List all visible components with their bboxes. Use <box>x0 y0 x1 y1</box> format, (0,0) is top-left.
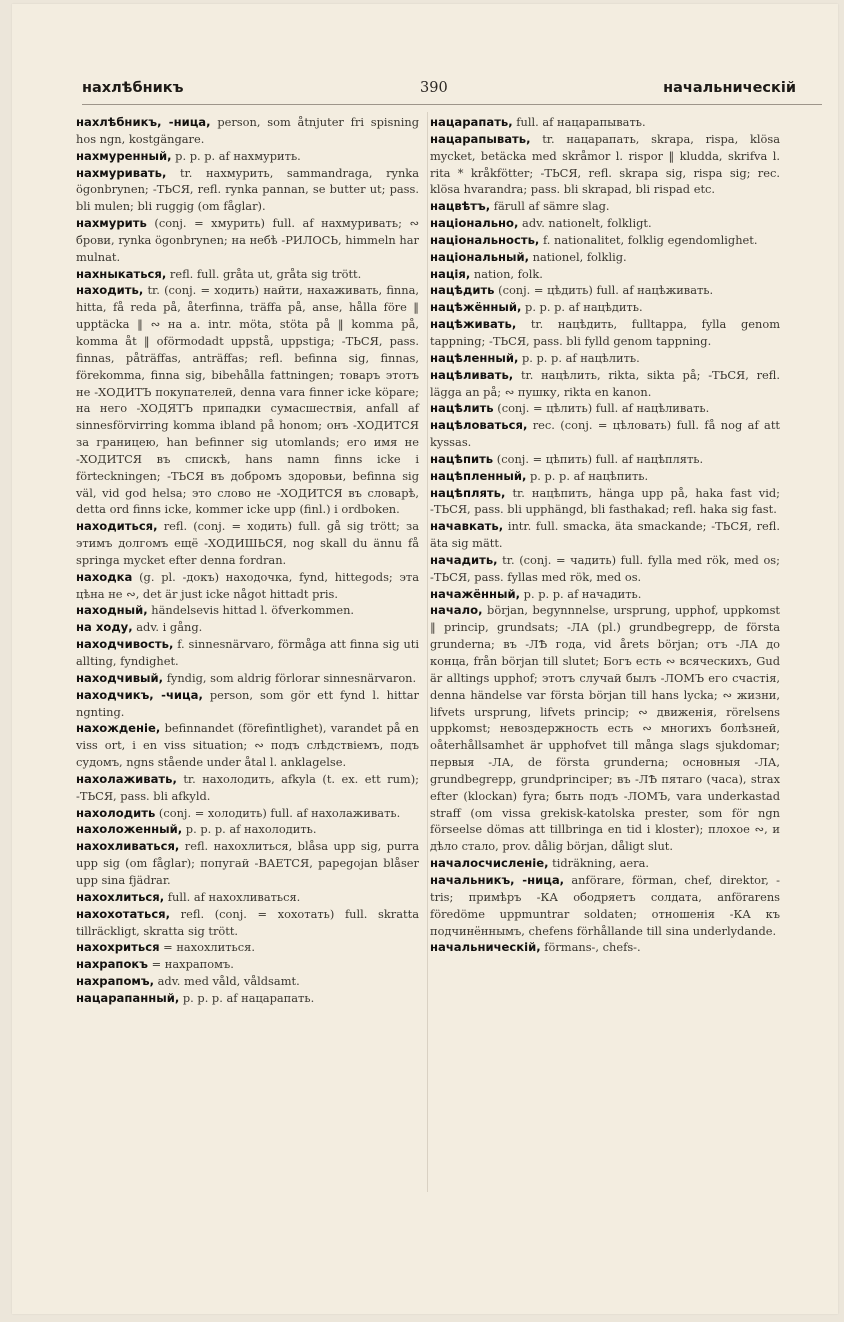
entry-definition: refl. (conj. = ходить) full. gå sig trött; за этимъ долгомъ ещё -ХОДИШЬСЯ, nog skall du ännu få springa mycket efter denna fordran. <box>76 519 419 567</box>
entry-headword: начальническій, <box>430 940 541 955</box>
entry-definition: = нахрапомъ. <box>148 957 234 972</box>
entry-definition: förmans-, chefs-. <box>540 940 641 955</box>
dictionary-entry <box>430 518 780 552</box>
entry-definition: tr. нацѣдить, fulltappa, fylla genom tappning; -ТЬСЯ, pass. bli fylld genom tappning. <box>430 317 780 348</box>
entry-headword: національный, <box>430 249 530 264</box>
dictionary-entry <box>430 299 780 316</box>
entry-headword: находить, <box>76 283 144 298</box>
entry-headword: нацѣдить <box>430 283 495 298</box>
entry-definition: tr. нацѣлить, rikta, sikta på; -ТЬСЯ, refl. lägga an på; ∾ пушку, rikta en kanon. <box>430 367 780 399</box>
dictionary-entry <box>76 990 419 1007</box>
entry-headword: начадить, <box>430 552 498 567</box>
entry-definition: intr. full. smacka, äta smackande; -ТЬСЯ, refl. äta sig mätt. <box>430 519 780 551</box>
entry-definition: befinnandet (förefintlighet), varandet på en viss ort, i en viss situation; ∾ подъ слѣдствіемъ, подъ судомъ, ngns stående under åtal l. anklagelse. <box>76 721 419 770</box>
entry-definition: (conj. = цѣлить) full. af нацѣливать. <box>493 401 710 416</box>
entry-headword: находчикъ, -чица, <box>76 687 203 702</box>
page-number: 390 <box>420 80 448 96</box>
entry-headword: національность, <box>430 232 540 247</box>
dictionary-entry <box>430 350 780 367</box>
dictionary-entry <box>76 906 419 940</box>
entry-headword: нацвѣтъ, <box>430 199 491 214</box>
dictionary-entry <box>76 619 419 636</box>
entry-headword: находчивый, <box>76 670 164 685</box>
entry-headword: нацѣливать, <box>430 367 514 382</box>
entry-definition: händelsevis hittad l. öfverkommen. <box>147 603 355 618</box>
dictionary-entry <box>76 687 419 721</box>
entry-headword: начажённый, <box>430 586 521 601</box>
dictionary-entry <box>76 282 419 518</box>
entry-definition: p. p. p. af начадить. <box>520 586 642 601</box>
entry-headword: нахрапомъ, <box>76 974 155 989</box>
entry-definition: p. p. p. af нацѣлить. <box>518 350 640 365</box>
entry-headword: нацарапанный, <box>76 990 180 1005</box>
entry-headword: нацарапать, <box>430 115 513 129</box>
entry-definition: (conj. = цѣдить) full. af нацѣживать. <box>494 283 714 298</box>
entry-headword: нація, <box>430 266 471 281</box>
dictionary-entry <box>76 805 419 822</box>
entry-definition: tidräkning, aera. <box>548 856 650 871</box>
dictionary-entry <box>430 855 780 872</box>
dictionary-entry <box>76 956 419 973</box>
dictionary-entry <box>430 114 780 131</box>
entry-definition: (conj. = холодить) full. af нахолаживать. <box>155 805 401 820</box>
entry-headword: нахохлиться, <box>76 889 165 904</box>
entry-definition: p. p. p. af нахолодить. <box>182 822 317 837</box>
entry-headword: нахохриться <box>76 940 160 955</box>
dictionary-entry <box>76 821 419 838</box>
dictionary-entry <box>430 602 780 855</box>
dictionary-entry <box>76 569 419 603</box>
entry-headword: нацѣплять, <box>430 485 506 500</box>
entry-definition: tr. нацѣпить, hänga upp på, haka fast vid; -ТЬСЯ, pass. bli upphängd, bli fasthakad; refl. haka sig fast. <box>430 485 780 517</box>
entry-headword: нахолаживать, <box>76 771 177 786</box>
dictionary-entry <box>430 400 780 417</box>
dictionary-entry <box>430 939 780 956</box>
dictionary-entry <box>76 889 419 906</box>
entry-headword: національно, <box>430 216 519 231</box>
entry-definition: refl. full. gråta ut, gråta sig trött. <box>166 266 362 281</box>
dictionary-entry <box>430 316 780 350</box>
entry-headword: находчивость, <box>76 637 174 652</box>
entry-headword: нахмурить <box>76 216 147 231</box>
dictionary-entry <box>430 266 780 283</box>
dictionary-entry <box>430 198 780 215</box>
dictionary-entry <box>430 215 780 232</box>
entry-definition: nation, folk. <box>470 266 543 281</box>
entry-headword: нацѣживать, <box>430 317 517 332</box>
dictionary-entry <box>76 670 419 687</box>
entry-headword: нацѣленный, <box>430 350 519 365</box>
entry-definition: person, som gör ett fynd l. hittar ngnting. <box>76 687 419 719</box>
dictionary-entry <box>430 586 780 603</box>
entry-definition: färull af sämre slag. <box>490 199 610 214</box>
dictionary-entry <box>76 771 419 805</box>
entry-definition: tr. нацарапать, skrapa, rispa, klösa mycket, betäcka med skråmor l. rispor ‖ kludda, skrifva l. rita * kråkfötter; -ТЬСЯ, refl. skrapa sig, rispa sig; rec. klösa hvarandra; pass. bli skrapad, bli rispad etc. <box>430 131 780 197</box>
header-left-guide-word: нахлѣбникъ <box>82 80 184 96</box>
dictionary-entry <box>430 872 780 939</box>
dictionary-entry <box>76 518 419 569</box>
dictionary-entry <box>430 552 780 586</box>
entry-headword: нахмуренный, <box>76 148 172 163</box>
entry-headword: начавкать, <box>430 519 504 534</box>
entry-headword: нацѣлить <box>430 401 494 416</box>
entry-definition: (g. pl. -докъ) находочка, fynd, hittegods; эта цѣна не ∾, det är just icke något hittadt pris. <box>76 569 419 601</box>
entry-definition: tr. нахмурить, sammandraga, rynka ögonbrynen; -ТЬСЯ, refl. rynka pannan, se butter ut; pass. bli mulen; bli ruggig (om fåglar). <box>76 165 419 214</box>
header-rule <box>82 104 822 105</box>
entry-definition: refl. (conj. = хохотать) full. skratta tillräckligt, skratta sig trött. <box>76 906 419 938</box>
entry-definition: = нахохлиться. <box>159 940 255 955</box>
entry-definition: f. nationalitet, folklig egendomlighet. <box>539 232 758 247</box>
entry-headword: нахлѣбникъ, -ница, <box>76 115 211 129</box>
entry-definition: tr. (conj. = чадить) full. fylla med rök, med os; -ТЬСЯ, pass. fyllas med rök, med os. <box>430 552 780 584</box>
entry-headword: нахныкаться, <box>76 266 167 281</box>
right-column <box>430 114 780 956</box>
entry-definition: p. p. p. af нацѣпить. <box>526 468 649 483</box>
dictionary-entry <box>76 973 419 990</box>
dictionary-entry <box>76 939 419 956</box>
entry-headword: нахожденіе, <box>76 721 161 736</box>
entry-definition: anförare, förman, chef, direktor, -tris; примѣръ -КА ободряетъ солдата, anförarens föredöme uppmuntrar soldaten; отношенія -КА къ подчинённымъ, chefens förhållande till sina underlydande. <box>430 872 780 938</box>
entry-definition: tr. (conj. = ходить) найти, нахаживать, finna, hitta, få reda på, återfinna, träffa på, anse, hålla före ‖ upptäcka ‖ ∾ на a. intr. möta, stöta på ‖ komma på, komma åt ‖ oförmodadt uppstå, uppstiga; -ТЬСЯ, pass. finnas, påträffas, anträffas; refl. befinna sig, finnas, förekomma, finna sig, bibehålla fattningen; товаръ этотъ не -ХОДИТЪ покупателей, denna vara finner icke köpare; на него -ХОДЯТЪ припадки сумасшествія, anfall af sinnesförvirring komma ibland på honom; онъ -ХОДИТСЯ за границею, han befinner sig utomlands; его имя не -ХОДИТСЯ въ спискѣ, hans namn finns icke i förteckningen; -ТЬСЯ въ добромъ здоровьи, befinna sig väl, vid god helsa; это слово не -ХОДИТСЯ въ словарѣ, detta ord finns icke, kommer icke upp (finl.) i ordboken. <box>76 283 419 517</box>
entry-headword: нахмуривать, <box>76 165 167 180</box>
dictionary-entry <box>76 266 419 283</box>
entry-definition: adv. med våld, våldsamt. <box>154 974 300 989</box>
dictionary-entry <box>76 720 419 771</box>
entry-headword: находиться, <box>76 519 158 534</box>
dictionary-entry <box>430 131 780 198</box>
entry-definition: adv. nationelt, folkligt. <box>518 216 652 231</box>
entry-definition: p. p. p. af нацарапать. <box>179 990 315 1005</box>
entry-definition: full. af нацарапывать. <box>512 115 646 129</box>
left-column <box>76 114 419 1007</box>
entry-headword: начало, <box>430 603 483 618</box>
dictionary-entry <box>76 148 419 165</box>
entry-definition: början, begynnnelse, ursprung, upphof, uppkomst ‖ princip, grundsats; -ЛА (pl.) grundbegrepp, de första grunderna; въ -ЛѢ года, vid årets början; отъ -ЛА до конца, från början till slutet; Богъ есть ∾ всяческихъ, Gud är alltings upphof; этотъ случай былъ -ЛОМЪ его счастія, denna händelse var första början till hans lycka; ∾ жизни, lifvets ursprung, lifvets princip; ∾ движенія, rörelsens uppkomst; невоздержность есть ∾ многихъ болѣзней, oåterhållsamhet är upphofvet till många slags sjukdomar; первыя -ЛА, de första grunderna; основныя -ЛА, grundbegrepp, grundprinciper; въ -ЛѢ пятаго (часа), strax efter (klockan) fyra; быть подъ -ЛОМЪ, vara underkastad straff (om vissa grekisk-katolska prester, som för ngn förseelse dömas att tillbringa en tid i kloster); плохое ∾, и дѣло стало, prov. dålig början, dåligt slut. <box>430 603 780 854</box>
entry-headword: нахрапокъ <box>76 957 148 972</box>
page-header <box>82 78 796 102</box>
dictionary-entry <box>430 417 780 451</box>
entry-definition: fyndig, som aldrig förlorar sinnesnärvaron. <box>163 670 417 685</box>
entry-headword: находный, <box>76 603 148 618</box>
entry-definition: tr. нахолодить, afkyla (t. ex. ett rum); -ТЬСЯ, pass. bli afkyld. <box>76 771 419 803</box>
entry-headword: находка <box>76 569 133 584</box>
dictionary-entry <box>430 282 780 299</box>
entry-headword: нахоложенный, <box>76 822 183 837</box>
entry-headword: нахохотаться, <box>76 906 171 921</box>
entry-headword: началосчисленіе, <box>430 856 549 871</box>
dictionary-entry <box>430 249 780 266</box>
dictionary-entry <box>430 451 780 468</box>
dictionary-entry <box>76 838 419 889</box>
entry-definition: adv. i gång. <box>132 620 203 635</box>
entry-headword: нацѣпленный, <box>430 468 527 483</box>
dictionary-entry <box>76 636 419 670</box>
dictionary-entry <box>430 232 780 249</box>
entry-definition: rec. (conj. = цѣловать) full. få nog af att kyssas. <box>430 418 780 450</box>
entry-headword: начальникъ, -ница, <box>430 872 565 887</box>
entry-headword: нацѣжённый, <box>430 300 522 315</box>
entry-definition: p. p. p. af нахмурить. <box>171 148 301 163</box>
dictionary-entry <box>76 602 419 619</box>
entry-headword: нацарапывать, <box>430 131 531 146</box>
entry-definition: (conj. = хмурить) full. af нахмуривать; ∾ брови, rynka ögonbrynen; на небѣ -РИЛОСЬ, himmeln har mulnat. <box>76 216 419 264</box>
entry-definition: full. af нахохливаться. <box>164 889 301 904</box>
entry-headword: нахолодить <box>76 805 156 820</box>
header-right-guide-word: начальническій <box>663 80 796 96</box>
entry-definition: person, som åtnjuter fri spisning hos ngn, kostgängare. <box>76 115 419 146</box>
entry-headword: нацѣловаться, <box>430 418 528 433</box>
dictionary-entry <box>76 165 419 216</box>
entry-headword: на ходу, <box>76 620 133 635</box>
entry-definition: p. p. p. af нацѣдить. <box>521 300 643 315</box>
column-divider <box>427 112 428 1192</box>
dictionary-entry <box>430 367 780 401</box>
entry-definition: refl. нахохлиться, blåsa upp sig, purra upp sig (om fåglar); попугай -ВАЕТСЯ, papegojan blåser upp sina fjädrar. <box>76 839 419 887</box>
entry-headword: нахохливаться, <box>76 839 180 854</box>
dictionary-entry <box>430 485 780 519</box>
entry-definition: (conj. = цѣпить) full. af нацѣплять. <box>493 451 704 466</box>
entry-headword: нацѣпить <box>430 451 494 466</box>
dictionary-entry <box>430 468 780 485</box>
entry-definition: f. sinnesnärvaro, förmåga att finna sig uti allting, fyndighet. <box>76 637 419 668</box>
entry-definition: nationel, folklig. <box>529 249 627 264</box>
dictionary-entry <box>76 114 419 148</box>
dictionary-entry <box>76 215 419 266</box>
